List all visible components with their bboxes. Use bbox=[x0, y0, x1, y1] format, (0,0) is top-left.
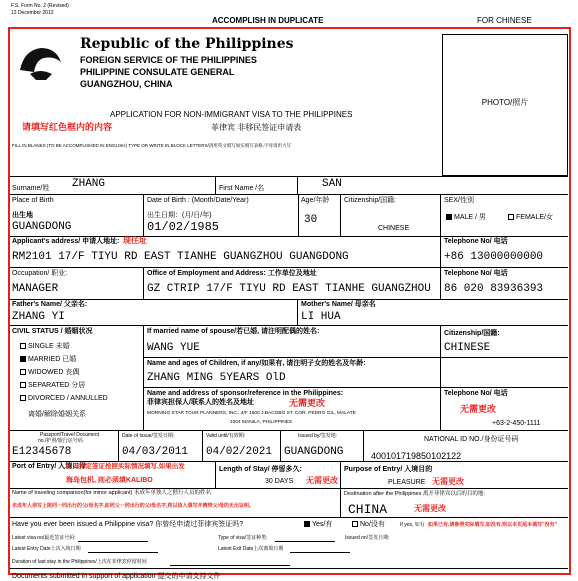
mother-label: Mother's Name/ 母亲名 bbox=[301, 301, 376, 308]
stay-note: 无需更改 bbox=[306, 476, 338, 485]
issue-date-label: Date of Issue/签发日期: bbox=[122, 433, 175, 439]
citizenship2-value[interactable]: CHINESE bbox=[444, 342, 491, 354]
prev-visa-label: Have you ever been issued a Philippine visa? 你曾经申请过菲律宾签证吗? bbox=[12, 521, 244, 528]
sex-female-option[interactable] bbox=[508, 214, 553, 222]
form-number: F.S. Form No. 2 (Revised) bbox=[11, 3, 69, 9]
purpose-value[interactable]: PLEASURE bbox=[388, 479, 426, 486]
latest-visa-label: Latest visa no/最近签证号码: bbox=[12, 535, 76, 541]
port-note-1: 如无特定签证按照实际情况填写,如果出发 bbox=[66, 463, 185, 470]
children-label: Name and ages of Children, if any/如果有, 请注明子女的姓名及年龄: bbox=[147, 360, 366, 367]
address-value[interactable]: RM2101 17/F TIYU RD EAST TIANHE GUANGZHOU GUANGDONG bbox=[12, 251, 349, 263]
children-value[interactable]: ZHANG MING 5YEARS OlD bbox=[147, 372, 286, 384]
sponsor-value[interactable]: MORNING STAR TOUR PLANNERS, INC., 4/F 1600 J.BACOBO ST. COR. PEDRO GIL, MALATE bbox=[147, 411, 356, 416]
civil-divorced-option[interactable] bbox=[20, 395, 108, 403]
purpose-note: 无需更改 bbox=[432, 477, 464, 486]
spouse-label: If married name of spouse/若已婚, 请注明配偶的姓名: bbox=[147, 328, 320, 335]
prev-visa-issued-label: If yes, 如有 bbox=[400, 522, 425, 528]
sponsor-tel-label: Telephone No/ 电话 bbox=[444, 390, 508, 397]
sponsor-note: 无需更改 bbox=[289, 398, 326, 408]
destination-label: Destination after the Philippines 离开菲律宾以后的目的地: bbox=[344, 491, 485, 497]
sponsor-label-cn: 菲律宾担保人/联系人的姓名及地址 bbox=[147, 399, 254, 406]
civil-widowed-option[interactable] bbox=[20, 369, 79, 377]
latest-entry-label: Latest Entry Date上次入境日期 bbox=[12, 546, 81, 552]
age-label: Age/年龄 bbox=[301, 197, 330, 204]
married-checkbox-icon bbox=[20, 356, 26, 362]
valid-until-value[interactable]: 04/02/2021 bbox=[206, 446, 273, 458]
destination-note: 无需更改 bbox=[414, 504, 446, 513]
port-note-2: 海岛包机, 则必须填KALIBO bbox=[66, 477, 153, 484]
issued-by-label: Issued by/签发地: bbox=[298, 433, 338, 439]
spouse-value[interactable]: WANG YUE bbox=[147, 342, 200, 354]
no-checkbox-icon bbox=[352, 521, 358, 527]
companion-label: Name of traveling companion(for minor applicant) 未成年单独人之偕行人员的姓名 bbox=[12, 490, 211, 496]
prev-visa-no-label: No/没有 bbox=[360, 521, 385, 528]
sponsor-tel-value[interactable]: +63-2-450-1111 bbox=[492, 420, 541, 427]
civil-widowed-label: WIDOWED 丧偶 bbox=[28, 369, 80, 376]
passport-label-cn: no./护照/旅行证号码 bbox=[38, 438, 83, 444]
separated-checkbox-icon bbox=[20, 382, 26, 388]
form-date: 13 December 2012 bbox=[11, 10, 54, 16]
application-title-cn: 菲律宾 非移民签证申请表 bbox=[211, 123, 302, 132]
first-name-label: First Name /名 bbox=[219, 185, 265, 192]
agency-line-3: GUANGZHOU, CHINA bbox=[80, 79, 173, 89]
civil-separated-option[interactable] bbox=[20, 382, 85, 390]
application-title: APPLICATION FOR NON-IMMIGRANT VISA TO THE PHILIPPINES bbox=[110, 110, 353, 119]
civil-married-label: MARRIED 已婚 bbox=[28, 356, 77, 363]
sex-male-option[interactable] bbox=[446, 214, 486, 222]
employment-label: Office of Employment and Address: 工作单位及地址 bbox=[147, 270, 317, 277]
father-value[interactable]: ZHANG YI bbox=[12, 311, 65, 323]
sex-male-label: MALE / 男 bbox=[454, 214, 486, 221]
photo-label: PHOTO/照片 bbox=[481, 98, 529, 107]
place-of-birth-label: Place of Birth bbox=[12, 197, 54, 204]
prev-visa-yes-label: Yes/有 bbox=[312, 521, 333, 528]
telephone2-label: Telephone No/ 电话 bbox=[444, 270, 508, 277]
sponsor-label: Name and address of sponsor/reference in the Philippines: bbox=[147, 390, 344, 397]
surname-label: Surname/姓 bbox=[12, 185, 50, 192]
red-note: 请填写红色框内的内容 bbox=[22, 122, 113, 132]
civil-single-option[interactable] bbox=[20, 343, 70, 351]
duration-last-stay-label: Duration of last stay in the Philippines/上次在菲律宾停留时间 bbox=[12, 559, 147, 565]
surname-value[interactable]: ZHANG bbox=[72, 178, 106, 190]
address-note: 现住址 bbox=[123, 236, 147, 245]
footer-cut-text: Documents submitted in support of application 提交的申请支持文件 bbox=[12, 573, 221, 580]
sex-female-label: FEMALE/女 bbox=[516, 214, 553, 221]
sponsor-tel-note: 无需更改 bbox=[460, 404, 497, 414]
length-of-stay-value[interactable]: 30 DAYS bbox=[265, 478, 294, 485]
civil-married-option[interactable] bbox=[20, 356, 76, 364]
national-id-label: NATIONAL ID NO./身份证号码 bbox=[424, 436, 519, 443]
sex-label: SEX/性别 bbox=[444, 197, 474, 204]
issued-by-value[interactable]: GUANGDONG bbox=[284, 446, 344, 458]
fill-instruction: FILL IN BLANKS (TO BE ACCOMPLISHED IN ENGLISH) TYPE OR WRITE IN BLOCK LETTERS/请用英文填写如实填写表格,字母请用大写 bbox=[12, 143, 291, 148]
citizenship-value[interactable]: CHINESE bbox=[378, 225, 410, 232]
agency-line-1: FOREIGN SERVICE OF THE PHILIPPINES bbox=[80, 55, 257, 65]
valid-until-label: Valid until/有效期: bbox=[206, 433, 246, 439]
purpose-label: Purpose of Entry/ 入境目的 bbox=[344, 466, 433, 473]
female-checkbox-icon bbox=[508, 214, 514, 220]
prev-visa-yes-option[interactable] bbox=[304, 521, 332, 529]
yes-checkbox-icon bbox=[304, 521, 310, 527]
civil-separated-label: SEPARATED 分居 bbox=[28, 382, 86, 389]
destination-value[interactable]: CHINA bbox=[348, 502, 388, 517]
issue-date-value[interactable]: 04/03/2011 bbox=[122, 446, 189, 458]
father-label: Father's Name/ 父亲名: bbox=[12, 301, 88, 308]
photo-box bbox=[442, 34, 568, 176]
place-of-birth-cn-label: 出生地 bbox=[12, 212, 33, 219]
consulate-seal-icon bbox=[16, 40, 66, 85]
length-of-stay-label: Length of Stay/ 停留多久: bbox=[219, 466, 302, 473]
telephone-label: Telephone No/ 电话 bbox=[444, 238, 508, 245]
place-of-birth-value[interactable]: GUANGDONG bbox=[12, 221, 72, 233]
occupation-value[interactable]: MANAGER bbox=[12, 283, 59, 295]
type-of-visa-label: Type of visa/签证种类: bbox=[218, 535, 268, 541]
dob-cn-label: 出生日期：(月/日/年) bbox=[147, 212, 212, 219]
latest-exit-label: Latest Exit Date上次离境日期 bbox=[218, 546, 284, 552]
age-value[interactable]: 30 bbox=[304, 214, 318, 226]
sponsor-value-2[interactable]: 1004 MANILA, PHILIPPINES bbox=[230, 420, 293, 425]
prev-visa-no-option[interactable] bbox=[352, 521, 385, 529]
agency-line-2: PHILIPPINE CONSULATE GENERAL bbox=[80, 67, 235, 77]
telephone-value[interactable]: +86 13000000000 bbox=[444, 251, 544, 263]
male-checkbox-icon bbox=[446, 214, 452, 220]
widowed-checkbox-icon bbox=[20, 369, 26, 375]
passport-value[interactable]: E12345678 bbox=[12, 446, 72, 458]
dob-value[interactable]: 01/02/1985 bbox=[147, 220, 220, 234]
divorced-checkbox-icon bbox=[20, 395, 26, 401]
first-name-value[interactable]: SAN bbox=[322, 178, 342, 190]
mother-value[interactable]: LI HUA bbox=[301, 311, 341, 323]
for-chinese-note: FOR CHINESE bbox=[477, 16, 532, 25]
civil-divorced-cn-label: 离婚/解除婚姻关系 bbox=[28, 411, 86, 418]
citizenship2-label: Citizenship/国籍: bbox=[444, 330, 500, 337]
citizenship-label: Citizenship/国籍: bbox=[344, 197, 397, 204]
passport-label: Passport/Travel Document bbox=[40, 432, 100, 438]
prev-visa-note: 如果已有,请参照实际填写,如没有,则以本页尾本填写"没有" bbox=[428, 522, 557, 528]
telephone2-value[interactable]: 86 020 83936393 bbox=[444, 283, 544, 295]
dob-label: Date of Birth : (Month/Date/Year) bbox=[147, 197, 249, 204]
civil-single-label: SINGLE 未婚 bbox=[28, 343, 70, 350]
accomplish-note: ACCOMPLISH IN DUPLICATE bbox=[212, 16, 324, 25]
address-label: Applicant's address/ 申请人地址: bbox=[12, 238, 120, 245]
occupation-label: Occupation/ 职业: bbox=[12, 270, 68, 277]
employment-value[interactable]: GZ CTRIP 17/F TIYU RD EAST TIANHE GUANGZHOU bbox=[147, 283, 431, 295]
civil-status-label: CIVIL STATUS / 婚姻状况 bbox=[12, 328, 93, 335]
republic-title: Republic of the Philippines bbox=[80, 36, 294, 52]
companion-note: 未成年人须写上陪同一同出行的父/母名字,如同父一同出行的父/母名字,则以该人填写并携带父/母的无出证明。 bbox=[12, 503, 254, 509]
single-checkbox-icon bbox=[20, 343, 26, 349]
national-id-value[interactable]: 400101719850102122 bbox=[371, 451, 462, 461]
civil-divorced-label: DIVORCED / ANNULLED bbox=[28, 395, 108, 402]
port-of-entry-label: Port of Entry/ 入境口岸 bbox=[12, 463, 87, 470]
issued-on-label: Issued on/签发日期: bbox=[345, 535, 390, 541]
